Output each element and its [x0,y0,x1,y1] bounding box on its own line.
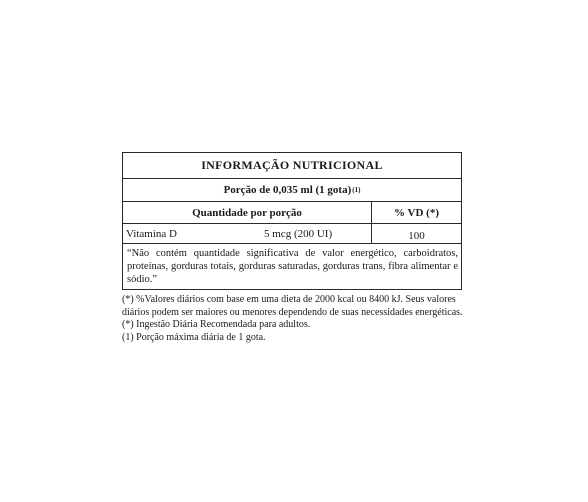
column-header-vd: % VD (*) [393,206,439,219]
portion-footnote-ref: (1) [352,186,361,194]
column-headers [123,202,461,224]
footnote-idr: (*) Ingestão Diária Recomendada para adultos. [122,319,311,330]
nutrient-cell [123,224,372,243]
nutrient-name: Vitamina D [126,227,177,240]
column-header-quantity: Quantidade por porção [123,202,372,223]
table-note: “Não contém quantidade significativa de valor energético, carboidratos, proteínas, gorduras totais, gorduras saturadas, gorduras trans, fibra alimentar e sódio.” [127,248,458,285]
nutrient-vd: 100 [408,230,425,242]
nutrient-amount: 5 mcg (200 UI) [264,227,333,240]
footnote-daily-values: (*) %Valores diários com base em uma dieta de 2000 kcal ou 8400 kJ. Seus valores diários podem ser maiores ou menores dependendo de suas necessidades energéticas. [122,294,463,318]
portion-text: Porção de 0,035 ml (1 gota) [223,184,352,196]
nutrition-facts-table [122,152,462,290]
table-title: INFORMAÇÃO NUTRICIONAL [123,153,461,179]
table-row [123,224,461,244]
footnote-max-portion: (1) Porção máxima diária de 1 gota. [122,331,266,343]
portion-size [123,179,461,202]
footnotes [122,294,467,344]
